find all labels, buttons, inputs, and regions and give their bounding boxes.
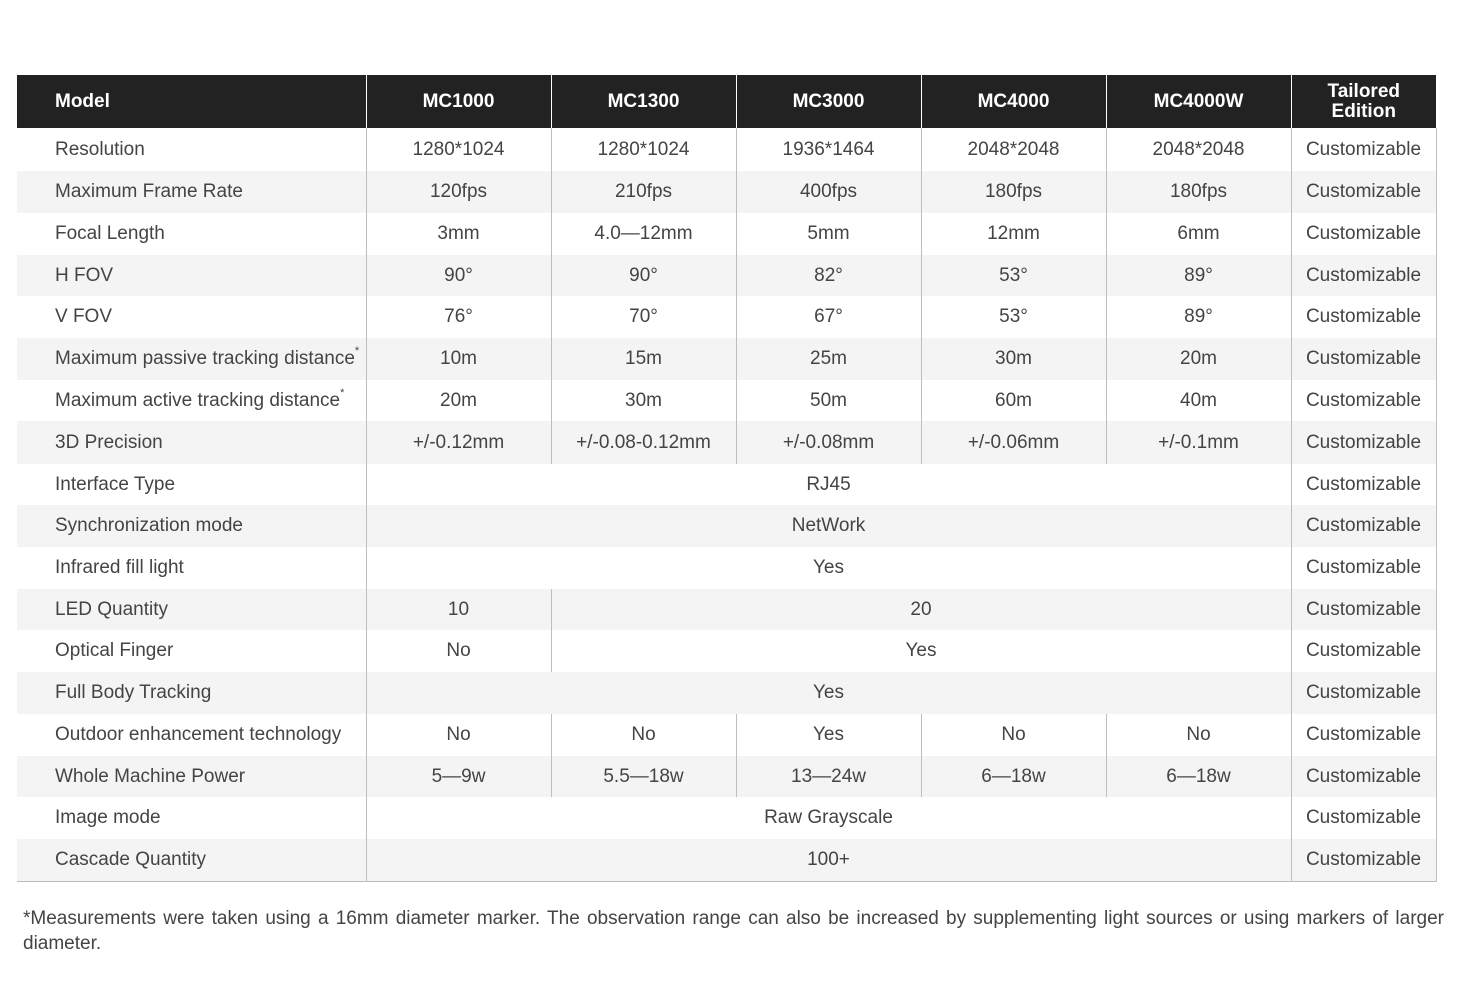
cell-value: 2048*2048 (1106, 128, 1291, 171)
cell-value: 2048*2048 (921, 128, 1106, 171)
cell-value: 67° (736, 296, 921, 338)
cell-value: +/-0.06mm (921, 421, 1106, 464)
header-mc1300: MC1300 (551, 75, 736, 128)
cell-tailored: Customizable (1291, 672, 1436, 714)
cell-value: 12mm (921, 213, 1106, 255)
header-tailored-line2: Edition (1331, 100, 1396, 122)
cell-value: 6—18w (1106, 756, 1291, 797)
cell-tailored: Customizable (1291, 338, 1436, 380)
cell-value: 180fps (1106, 171, 1291, 213)
cell-value: +/-0.1mm (1106, 421, 1291, 464)
cell-value: 60m (921, 380, 1106, 421)
cell-value: 90° (366, 255, 551, 296)
cell-value: No (551, 714, 736, 756)
cell-value: +/-0.08mm (736, 421, 921, 464)
cell-value: +/-0.12mm (366, 421, 551, 464)
table-row-frame-rate (17, 171, 1436, 213)
header-mc4000w: MC4000W (1106, 75, 1291, 128)
cell-tailored: Customizable (1291, 296, 1436, 338)
row-label (17, 380, 366, 421)
footnote-mark: * (340, 386, 345, 399)
cell-value: 40m (1106, 380, 1291, 421)
table-row-full-body-tracking (17, 672, 1436, 714)
cell-value: Yes (366, 672, 1291, 714)
cell-value: 82° (736, 255, 921, 296)
cell-value: Yes (551, 630, 1291, 672)
row-label: Optical Finger (55, 640, 174, 661)
cell-value: 30m (921, 338, 1106, 380)
cell-value: 1280*1024 (366, 128, 551, 171)
cell-value: 3mm (366, 213, 551, 255)
cell-tailored: Customizable (1291, 630, 1436, 672)
cell-value: 53° (921, 255, 1106, 296)
cell-value: 120fps (366, 171, 551, 213)
header-mc1000: MC1000 (366, 75, 551, 128)
cell-value: No (921, 714, 1106, 756)
cell-value: 89° (1106, 296, 1291, 338)
row-label: Maximum Frame Rate (17, 171, 366, 213)
cell-value: 89° (1106, 255, 1291, 296)
cell-value: Yes (366, 547, 1291, 589)
cell-tailored: Customizable (1291, 756, 1436, 797)
cell-value: 180fps (921, 171, 1106, 213)
cell-value: 400fps (736, 171, 921, 213)
cell-value: 50m (736, 380, 921, 421)
cell-tailored: Customizable (1291, 714, 1436, 756)
footnote-mark: * (354, 345, 360, 357)
row-label: Infrared fill light (55, 557, 184, 578)
cell-value: RJ45 (366, 464, 1291, 505)
cell-value: 15m (551, 338, 736, 380)
spec-comparison-table (17, 75, 1437, 882)
row-label: 3D Precision (17, 421, 366, 464)
cell-value: 53° (921, 296, 1106, 338)
cell-value: 30m (551, 380, 736, 421)
table-row-sync-mode (17, 505, 1436, 547)
cell-value: 25m (736, 338, 921, 380)
row-label-text: Maximum passive tracking distance (55, 348, 355, 369)
cell-value: 20m (1106, 338, 1291, 380)
header-mc3000: MC3000 (736, 75, 921, 128)
table-row-h-fov (17, 255, 1436, 296)
cell-tailored: Customizable (1291, 547, 1436, 589)
table-row-infrared-fill (17, 547, 1436, 589)
table-row-machine-power (17, 756, 1436, 797)
cell-tailored: Customizable (1291, 380, 1436, 421)
row-label: Cascade Quantity (17, 839, 366, 881)
row-label: Resolution (55, 138, 145, 160)
row-label: Synchronization mode (17, 505, 366, 547)
cell-value: 5.5—18w (551, 756, 736, 797)
row-label: Image mode (55, 807, 161, 828)
table-row-image-mode (17, 797, 1436, 839)
cell-value: 210fps (551, 171, 736, 213)
row-label: LED Quantity (17, 589, 366, 630)
cell-value: 5mm (736, 213, 921, 255)
table-header-row (17, 75, 1436, 128)
cell-tailored: Customizable (1291, 213, 1436, 255)
row-label-text: Maximum active tracking distance (55, 389, 341, 411)
footnote-text: *Measurements were taken using a 16mm diameter marker. The observation range can also be increased by supplementing light sources or using markers of larger diameter. (23, 908, 1444, 954)
header-tailored-edition (1291, 75, 1436, 128)
header-tailored-line1: Tailored (1327, 80, 1400, 102)
row-label: Outdoor enhancement technology (55, 724, 342, 745)
cell-tailored: Customizable (1291, 255, 1436, 296)
cell-tailored: Customizable (1291, 128, 1436, 171)
cell-value: 100+ (366, 839, 1291, 881)
cell-tailored: Customizable (1291, 505, 1436, 547)
cell-value: Yes (736, 714, 921, 756)
table-row-v-fov (17, 296, 1436, 338)
header-mc4000: MC4000 (921, 75, 1106, 128)
cell-value: 1280*1024 (551, 128, 736, 171)
cell-tailored: Customizable (1291, 589, 1436, 630)
table-row-outdoor-enhancement (17, 714, 1436, 756)
cell-tailored: Customizable (1291, 464, 1436, 505)
cell-value: 76° (366, 296, 551, 338)
cell-value: 10 (366, 589, 551, 630)
row-label: V FOV (55, 306, 113, 327)
row-label: Focal Length (55, 223, 165, 244)
cell-value: Raw Grayscale (366, 797, 1291, 839)
table-row-interface-type (17, 464, 1436, 505)
table-row-optical-finger (17, 630, 1436, 672)
row-label (17, 338, 366, 380)
cell-tailored: Customizable (1291, 171, 1436, 213)
row-label: Interface Type (55, 473, 176, 495)
cell-value: 4.0—12mm (551, 213, 736, 255)
row-label: Whole Machine Power (17, 756, 366, 797)
table-row-precision (17, 421, 1436, 464)
cell-value: No (366, 714, 551, 756)
table-row-focal-length (17, 213, 1436, 255)
cell-value: 5—9w (366, 756, 551, 797)
row-label: Full Body Tracking (17, 672, 366, 714)
table-row-resolution (17, 128, 1436, 171)
cell-value: 13—24w (736, 756, 921, 797)
cell-value: 6mm (1106, 213, 1291, 255)
table-row-cascade-quantity (17, 839, 1436, 881)
cell-tailored: Customizable (1291, 421, 1436, 464)
row-label: H FOV (17, 255, 366, 296)
table-row-led-quantity (17, 589, 1436, 630)
cell-tailored: Customizable (1291, 839, 1436, 881)
cell-value: 20 (551, 589, 1291, 630)
cell-value: 90° (551, 255, 736, 296)
cell-value: +/-0.08-0.12mm (551, 421, 736, 464)
cell-value: 10m (366, 338, 551, 380)
cell-value: 6—18w (921, 756, 1106, 797)
cell-value: 20m (366, 380, 551, 421)
cell-value: NetWork (366, 505, 1291, 547)
cell-value: No (1106, 714, 1291, 756)
table-row-passive-distance (17, 338, 1436, 380)
cell-value: No (366, 630, 551, 672)
cell-tailored: Customizable (1291, 797, 1436, 839)
table-row-active-distance (17, 380, 1436, 421)
cell-value: 70° (551, 296, 736, 338)
header-model: Model (17, 75, 366, 128)
cell-value: 1936*1464 (736, 128, 921, 171)
